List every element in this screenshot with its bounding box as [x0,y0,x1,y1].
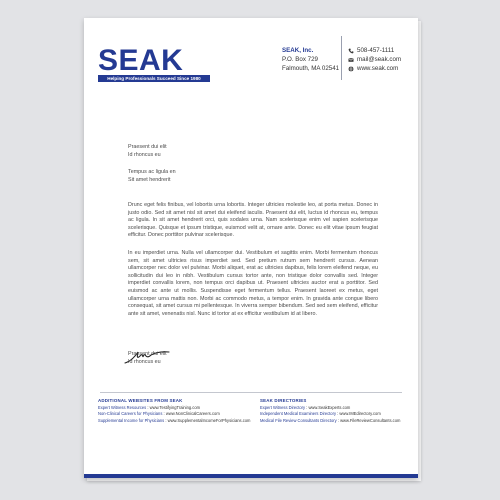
logo-wordmark: SEAK [98,47,184,74]
address-line: Falmouth, MA 02541 [282,65,340,72]
seak-logo [98,47,210,82]
footer-link-row[interactable]: Non-Clinical Careers for Physicians : www.NonClinicalCareers.com [98,411,220,417]
footer-accent-bar [84,474,418,478]
sender-line: Id rhoncus eu [128,151,161,158]
globe-icon [348,66,354,72]
footer-link-row[interactable]: Expert Witness Resources : www.TestifyingTraining.com [98,405,201,410]
address-line: P.O. Box 729 [282,56,319,63]
phone-icon [348,48,354,54]
closing-block [128,351,167,366]
footer-divider [100,392,402,393]
contact-web [348,64,401,73]
footer-right-list [260,405,400,424]
mailing-address [282,46,339,73]
letterhead-page [84,18,418,478]
contact-phone [348,46,401,55]
footer-link-row[interactable]: Independent Medical Examiners Directory : www.IMEdirectory.com [260,411,381,417]
mail-icon [348,57,354,63]
footer-left-title: ADDITIONAL WEBSITES FROM SEAK [98,398,183,403]
contact-mail [348,55,401,64]
footer-link-row[interactable]: Medical File Review Consultants Directory : www.FileReviewConsultants.com [260,417,401,423]
closing-line: Praesent dui elit [128,351,167,357]
closing-line: Id rhoncus eu [128,358,161,365]
footer-left-list [98,405,250,424]
contact-text[interactable]: www.seak.com [357,65,399,72]
footer-right-title: SEAK DIRECTORIES [260,398,307,403]
footer-link-row[interactable]: Supplemental Income for Physicians : www.SupplementalIncomeForPhysicians.com [98,417,251,423]
footer-link-row[interactable]: Expert Witness Directory : www.SeakExperts.com [260,405,351,410]
recipient-line: Tempus ac ligula en [128,169,176,175]
contact-text[interactable]: 508-457-1111 [357,47,395,54]
address-org: SEAK, Inc. [282,47,314,54]
body-paragraph: Drunc eget felis finibus, vel lobortis urna lobortis. Integer ultricies molestie leo, at porta metus. Donec in justo odio. Sed sit amet nisl sit amet dui eleifend iaculis. Praesent dui elit, luctus id rhoncus eu, tempus ac ligula. In sit amet hendrerit orci, quis sodales urna. Nam scelerisque enim vel sapien scelerisque scelerisque. Quisque et ipsum tristique, euismod velit at, ornare ante. Donec eu elit vitae ipsum feugiat efficitur. Donec porttitor pulvinar scelerisque. [128,202,378,239]
contact-text[interactable]: mail@seak.com [357,56,402,63]
logo-tagline: Helping Professionals Succeed Since 1980 [98,75,210,82]
recipient-block [128,169,176,184]
recipient-line: Sit amet hendrerit [128,176,171,183]
contact-info [348,46,401,73]
sender-block [128,144,167,159]
header-divider [341,36,342,80]
body-paragraph: In eu imperdiet urna. Nulla vel ullamcorper dui. Vestibulum et sagittis enim. Morbi fermentum rhoncus sem, sit amet ultricies risus imperdiet sed. Sed pretium rutrum sem hendrerit cursus. Aenean ullamcorper nec dolor vel pulvinar. Morbi aliquet, erat ac ultricies dapibus, felis lorem eleifend neque, eu sollicitudin dui leo in nibh. Vestibulum cursus tortor ante, non tristique dolor convallis sed. Integer imperdiet convallis lorem, non tempus orci dapibus ut. Praesent ultricies auctor erat a porttitor. Sed euismod ac ante ut mollis. Suspendisse eget fermentum tellus. Praesent laoreet ex metus, eget ullamcorper urna mattis non. Morbi ac commodo metus, a tempor enim. In gravida ante congue libero consequat, sit amet cursus mi pellentesque. In viverra semper bibendum. Sed sed sem eleifend, efficitur ante sit amet, venenatis nisl. Nunc id tortor at ex efficitur vestibulum id at libero. [128,250,378,317]
sender-line: Praesent dui elit [128,144,167,150]
